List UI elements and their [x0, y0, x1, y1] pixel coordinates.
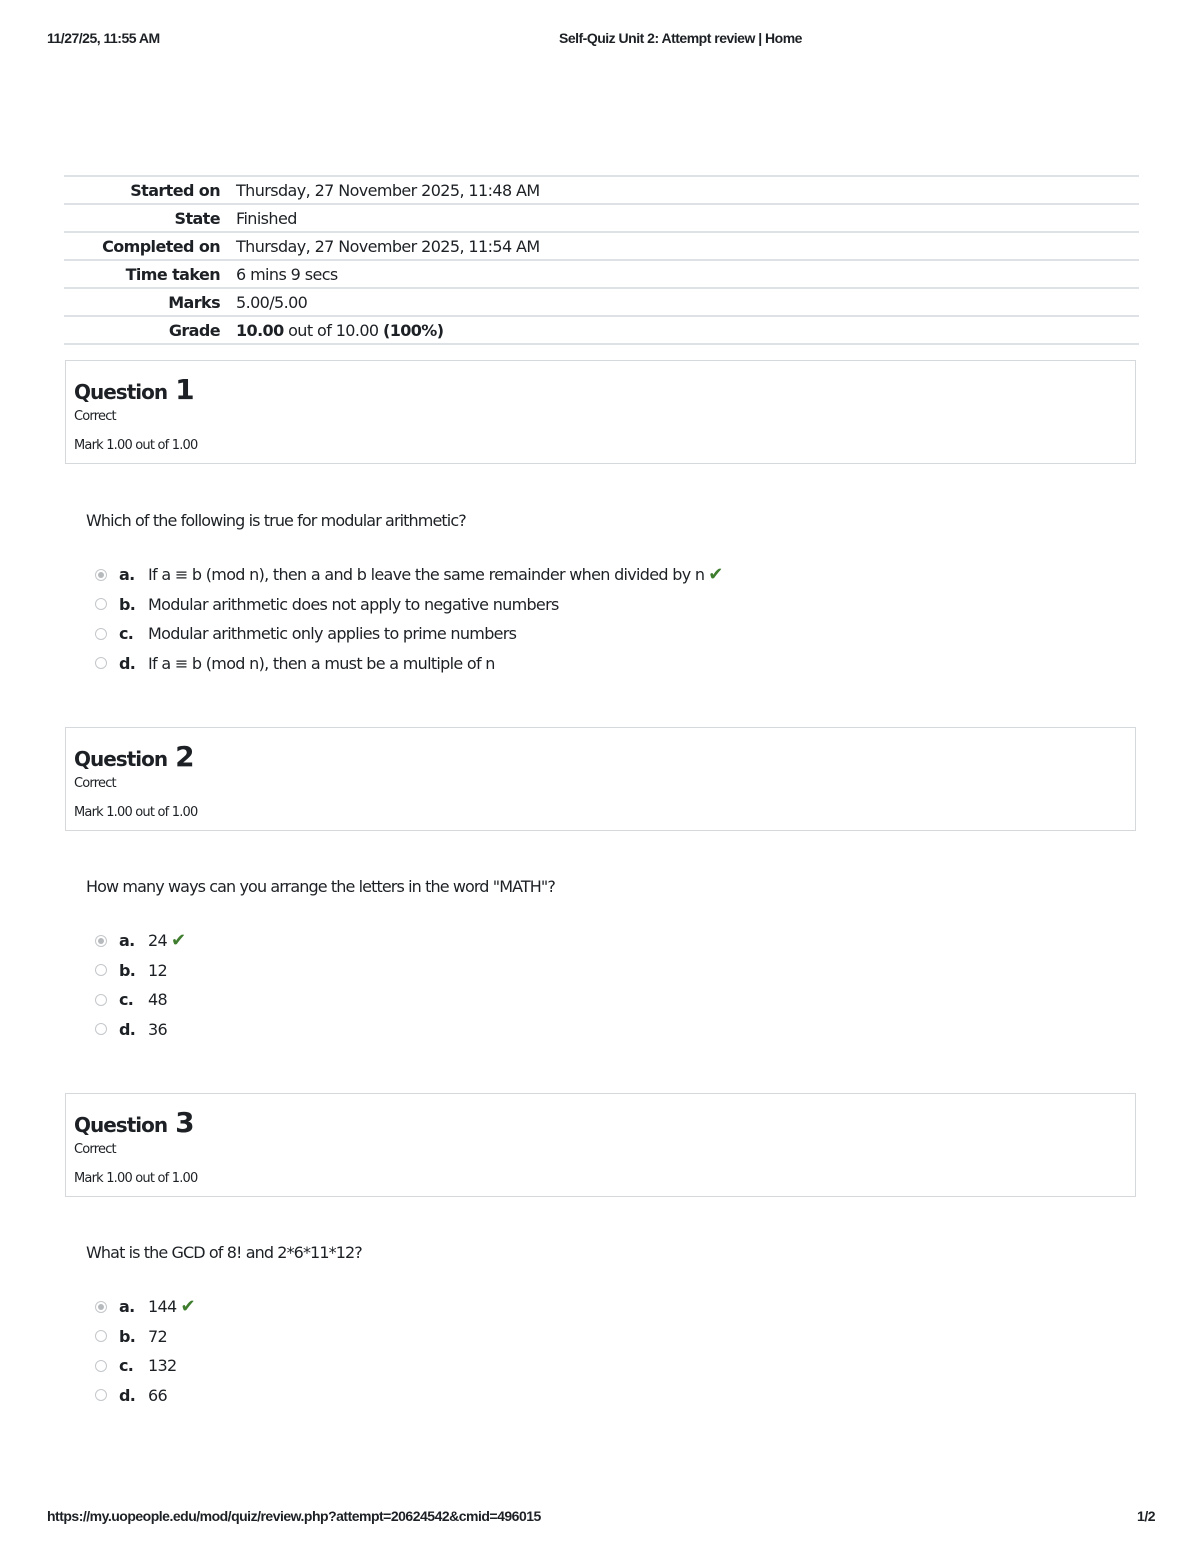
- question-info-2: [65, 727, 1136, 831]
- print-footer: [47, 1508, 1155, 1528]
- question-number: [74, 1106, 194, 1139]
- answer-text-label: 144: [148, 1297, 177, 1317]
- question-number: [74, 373, 194, 406]
- answer-text: Modular arithmetic only applies to prime numbers: [148, 624, 517, 644]
- grade-out-of: out of 10.00: [283, 320, 383, 340]
- radio-unselected[interactable]: [95, 628, 107, 640]
- question-number-value: 3: [175, 1106, 194, 1139]
- answer-letter: d.: [119, 1019, 136, 1039]
- summary-row-grade: [64, 316, 1139, 344]
- radio-unselected[interactable]: [95, 657, 107, 669]
- grade-label: Grade: [168, 320, 220, 340]
- answer-letter: c.: [119, 1356, 134, 1376]
- answer-letter: a.: [119, 1297, 135, 1317]
- question-label: Question: [74, 380, 168, 404]
- summary-row-started: [64, 176, 1139, 204]
- print-date: 11/27/25, 11:55 AM: [47, 30, 160, 46]
- radio-selected[interactable]: [95, 569, 107, 581]
- completed-on-label: Completed on: [102, 236, 220, 256]
- print-header: [47, 30, 1153, 50]
- summary-row-state: [64, 204, 1139, 232]
- answer-option[interactable]: [95, 1292, 195, 1322]
- answer-list-2: [95, 926, 186, 1044]
- radio-unselected[interactable]: [95, 598, 107, 610]
- time-taken-value: 6 mins 9 secs: [236, 264, 338, 284]
- check-icon: ✔: [708, 564, 723, 586]
- answer-text: 132: [148, 1356, 177, 1376]
- state-label: State: [174, 208, 220, 228]
- answer-option[interactable]: [95, 1015, 167, 1045]
- answer-letter: b.: [119, 960, 136, 980]
- question-label: Question: [74, 1113, 168, 1137]
- answer-text: Modular arithmetic does not apply to negative numbers: [148, 594, 559, 614]
- question-number: [74, 740, 194, 773]
- question-text-2: How many ways can you arrange the letters in the word "MATH"?: [86, 877, 555, 896]
- answer-letter: c.: [119, 624, 134, 644]
- check-icon: ✔: [180, 1296, 195, 1318]
- question-info-3: [65, 1093, 1136, 1197]
- answer-option[interactable]: [95, 1351, 177, 1381]
- radio-unselected[interactable]: [95, 1389, 107, 1401]
- answer-text: [148, 1296, 195, 1317]
- question-number-value: 1: [175, 373, 194, 406]
- answer-text: If a ≡ b (mod n), then a must be a multiple of n: [148, 653, 495, 673]
- radio-unselected[interactable]: [95, 994, 107, 1006]
- print-page-title: Self-Quiz Unit 2: Attempt review | Home: [559, 30, 802, 46]
- answer-letter: d.: [119, 653, 136, 673]
- answer-letter: b.: [119, 594, 136, 614]
- radio-unselected[interactable]: [95, 1330, 107, 1342]
- answer-text: 12: [148, 960, 167, 980]
- question-mark: Mark 1.00 out of 1.00: [74, 805, 198, 820]
- answer-option[interactable]: [95, 649, 495, 679]
- question-number-value: 2: [175, 740, 194, 773]
- answer-option[interactable]: [95, 1322, 167, 1352]
- answer-letter: a.: [119, 931, 135, 951]
- question-mark: Mark 1.00 out of 1.00: [74, 1171, 198, 1186]
- question-mark: Mark 1.00 out of 1.00: [74, 438, 198, 453]
- grade-value: 10.00: [236, 320, 284, 340]
- print-url: https://my.uopeople.edu/mod/quiz/review.php?attempt=20624542&cmid=496015: [47, 1508, 541, 1524]
- grade-value-cell: [236, 316, 1139, 344]
- answer-letter: c.: [119, 990, 134, 1010]
- question-text-1: Which of the following is true for modular arithmetic?: [86, 511, 466, 530]
- answer-text-label: If a ≡ b (mod n), then a and b leave the same remainder when divided by n: [148, 565, 705, 585]
- answer-option[interactable]: [95, 590, 559, 620]
- question-state: Correct: [74, 409, 116, 424]
- answer-list-3: [95, 1292, 195, 1410]
- answer-text: 48: [148, 990, 167, 1010]
- radio-unselected[interactable]: [95, 1023, 107, 1035]
- answer-text: 36: [148, 1019, 167, 1039]
- answer-text: [148, 564, 723, 585]
- answer-option[interactable]: [95, 926, 186, 956]
- check-icon: ✔: [170, 930, 186, 952]
- page-number: 1/2: [1137, 1508, 1155, 1524]
- question-info-1: [65, 360, 1136, 464]
- radio-unselected[interactable]: [95, 964, 107, 976]
- summary-row-time: [64, 260, 1139, 288]
- started-on-value: Thursday, 27 November 2025, 11:48 AM: [236, 180, 540, 200]
- answer-option[interactable]: [95, 560, 723, 590]
- answer-option[interactable]: [95, 985, 167, 1015]
- answer-text: [148, 930, 185, 951]
- answer-list-1: [95, 560, 723, 678]
- question-state: Correct: [74, 1142, 116, 1157]
- radio-selected[interactable]: [95, 1301, 107, 1313]
- question-text-3: What is the GCD of 8! and 2*6*11*12?: [86, 1243, 362, 1262]
- grade-percent: (100%): [383, 320, 444, 340]
- answer-text: 72: [148, 1326, 167, 1346]
- answer-letter: d.: [119, 1385, 136, 1405]
- answer-option[interactable]: [95, 1381, 167, 1411]
- answer-option[interactable]: [95, 619, 517, 649]
- summary-row-marks: [64, 288, 1139, 316]
- answer-text: 66: [148, 1385, 167, 1405]
- answer-letter: a.: [119, 565, 135, 585]
- radio-selected[interactable]: [95, 935, 107, 947]
- answer-text-label: 24: [148, 931, 167, 951]
- radio-unselected[interactable]: [95, 1360, 107, 1372]
- answer-letter: b.: [119, 1326, 136, 1346]
- summary-row-completed: [64, 232, 1139, 260]
- state-value: Finished: [236, 208, 297, 228]
- marks-label: Marks: [168, 292, 220, 312]
- question-label: Question: [74, 747, 168, 771]
- completed-on-value: Thursday, 27 November 2025, 11:54 AM: [236, 236, 540, 256]
- attempt-summary-table: [64, 175, 1139, 345]
- started-on-label: Started on: [130, 180, 220, 200]
- question-state: Correct: [74, 776, 116, 791]
- marks-value: 5.00/5.00: [236, 292, 308, 312]
- time-taken-label: Time taken: [125, 264, 220, 284]
- answer-option[interactable]: [95, 956, 167, 986]
